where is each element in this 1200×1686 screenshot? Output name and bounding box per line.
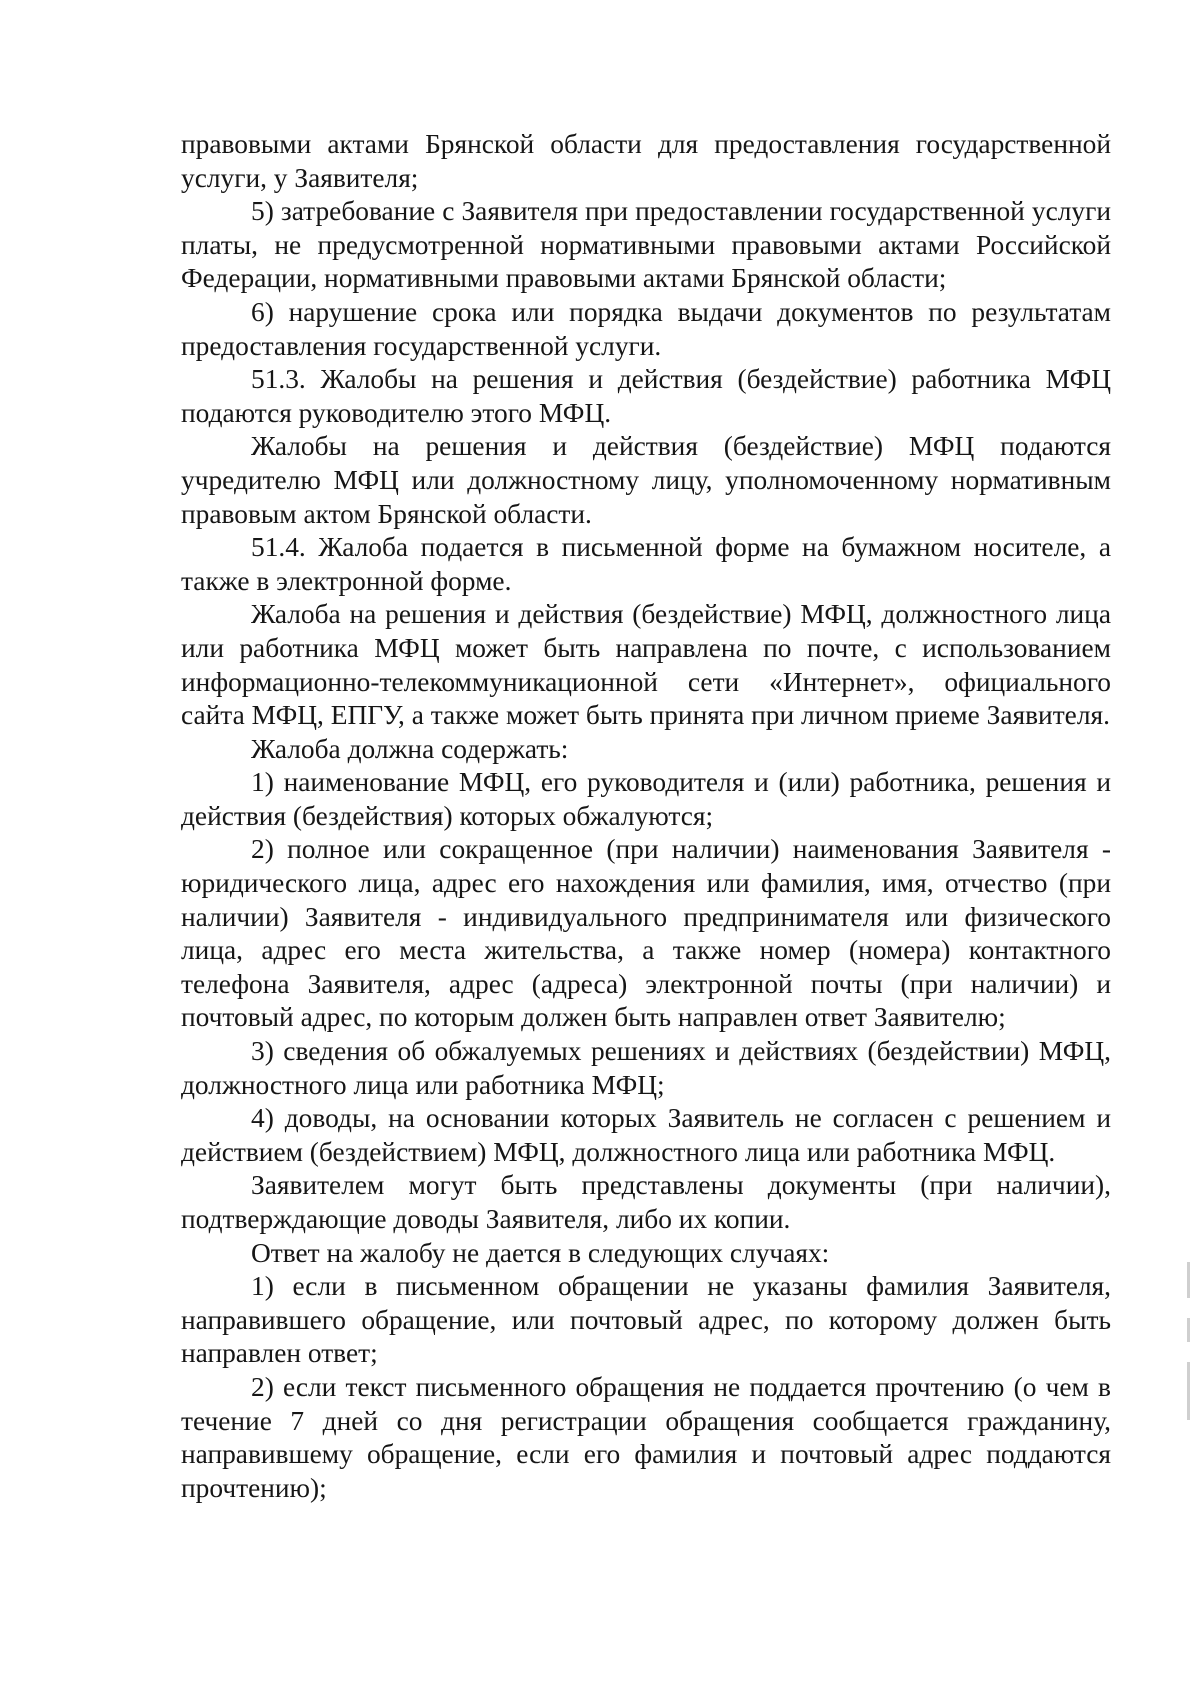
paragraph-contents-item-4: 4) доводы, на основании которых Заявитель не согласен с решением и действием (бездействием) МФЦ, должностного лица или работника МФЦ. [181,1103,1111,1167]
paragraph-item-5: 5) затребование с Заявителя при предоставлении государственной услуги платы, не предусмотренной нормативными правовыми актами Российской Федерации, нормативными правовыми актами Брянской области; [181,196,1111,294]
paragraph-complaint-channels: Жалоба на решения и действия (бездействие) МФЦ, должностного лица или работника МФЦ может быть направлена по почте, с использованием информационно-телекоммуникационной сети «Интернет», официального сайта МФЦ, ЕПГУ, а также может быть принята при личном приеме Заявителя. [181,599,1111,731]
document-body [181,128,1111,1505]
paragraph-complaints-mfc: Жалобы на решения и действия (бездействие) МФЦ подаются учредителю МФЦ или должностному лицу, уполномоченному нормативным правовым актом Брянской области. [181,431,1111,529]
paragraph-item-6: 6) нарушение срока или порядка выдачи документов по результатам предоставления государственной услуги. [181,296,1111,361]
paragraph-contents-item-1: 1) наименование МФЦ, его руководителя и (или) работника, решения и действия (бездействия) которых обжалуются; [181,767,1111,831]
paragraph-complaint-contents-heading: Жалоба должна содержать: [251,733,569,764]
paragraph-continuation: правовыми актами Брянской области для предоставления государственной услуги, у Заявителя; [181,129,1111,193]
scan-edge-mark [1187,1318,1190,1342]
paragraph-no-answer-heading: Ответ на жалобу не дается в следующих случаях: [251,1237,830,1268]
paragraph-no-answer-item-1: 1) если в письменном обращении не указаны фамилия Заявителя, направившего обращение, или почтовый адрес, по которому должен быть направлен ответ; [181,1271,1111,1369]
paragraph-supporting-documents: Заявителем могут быть представлены документы (при наличии), подтверждающие доводы Заявителя, либо их копии. [181,1170,1111,1234]
paragraph-contents-item-2: 2) полное или сокращенное (при наличии) наименования Заявителя - юридического лица, адрес его нахождения или фамилия, имя, отчество (при наличии) Заявителя - индивидуального предпринимателя или физического лица, адрес его места жительства, а также номер (номера) контактного телефона Заявителя, адрес (адреса) электронной почты (при наличии) и почтовый адрес, по которым должен быть направлен ответ Заявителю; [181,834,1111,1033]
paragraph-contents-item-3: 3) сведения об обжалуемых решениях и действиях (бездействии) МФЦ, должностного лица или работника МФЦ; [181,1036,1111,1100]
scan-edge-mark [1187,1262,1190,1298]
paragraph-51-3: 51.3. Жалобы на решения и действия (бездействие) работника МФЦ подаются руководителю этого МФЦ. [181,364,1111,428]
paragraph-51-4: 51.4. Жалоба подается в письменной форме на бумажном носителе, а также в электронной форме. [181,532,1111,596]
scan-edge-mark [1187,1362,1190,1420]
paragraph-no-answer-item-2: 2) если текст письменного обращения не поддается прочтению (о чем в течение 7 дней со дня регистрации обращения сообщается гражданину, направившему обращение, если его фамилия и почтовый адрес поддаются прочтению); [181,1371,1111,1503]
